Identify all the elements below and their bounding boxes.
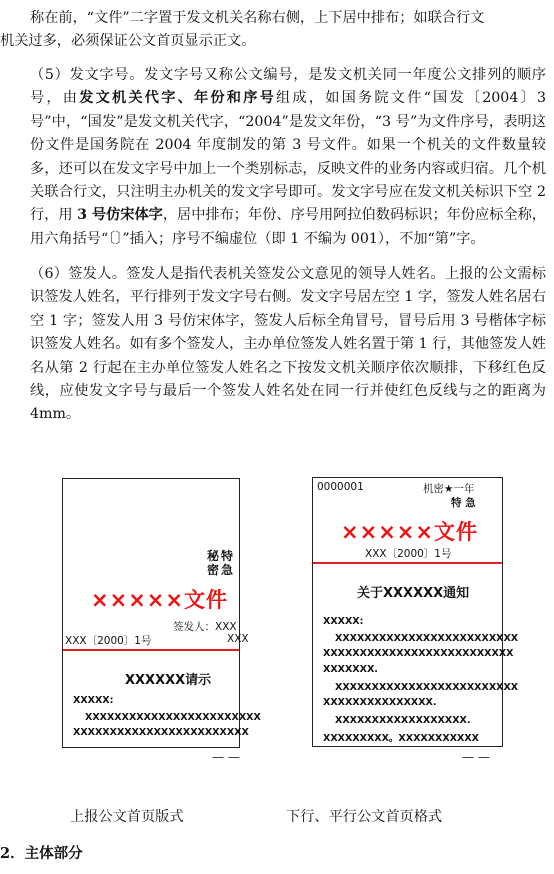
signer-second: XXX [227,633,249,645]
signer-label: 签发人：XXX [173,621,237,633]
body-line: XXXXXXXXXXXXXXXXXX. [335,715,471,726]
page-mark: — — [212,750,240,764]
body-line: XXXXXXXXXXXXXXXXXXXXXXXXX [335,682,519,693]
paragraph-line-2: 机关过多，必须保证公文首页显示正文。 [0,33,256,50]
body-line: XXXXXXX. [323,664,378,675]
secrecy-mark: 机密★一年 [423,483,475,495]
document-number: XXX〔2000〕1号 [365,548,452,560]
caption-upward-report: 上报公文首页版式 [70,809,184,825]
secrecy-mark: 秘密 [207,549,220,577]
urgency-mark: 特急 [221,549,234,577]
document-subject: 关于XXXXXX通知 [357,586,470,601]
paragraph-tail: ，居中排布；年份、序号用阿拉伯数码标识；年份应标全称，用六角括号“〔〕”插入；序号不编虚位（即 1 不编为 001），不加“第”字。 [30,207,546,247]
paragraph-signer-text: （6）签发人。签发人是指代表机关签发公文意见的领导人姓名。上报的公文需标识签发人姓名，平行排列于发文字号右侧。发文字号居左空 1 字，签发人姓名居右空 1 字；签发人用 3 号仿宋体字，签发人后标全角冒号，冒号后用 3 号楷体字标识签发人姓名。如有多个签发人，主办单位签发人姓名置于第 1 行，其他签发人姓名从第 2 行起在主办单位签发人姓名之下按发文机关顺序依次顺排，下移红色反线，应使发文字号与最后一个签发人姓名处在同一行并使红色反线与之的距离为 4mm。 [30,266,546,423]
bold-phrase-components: 发文机关代字、年份和序号 [79,90,276,107]
body-line: XXXXXXXXXXXXXXXXXXXXXXXXXX [323,648,514,659]
red-separator-line [63,649,239,651]
addressee: XXXXX: [323,616,364,627]
urgency-mark: 特 急 [451,497,476,509]
downward-notice-sample [312,477,519,747]
body-line: XXXXXXXXXXXXXXXXXXXXXXXXX [335,633,519,644]
bold-phrase-font: 3 号仿宋体字 [77,207,163,224]
body-line: XXXXXXXXXXXXXXX. [323,697,437,708]
page-mark: — — [462,750,490,764]
paragraph-middle: 组成，如国务院文件“国发〔2004〕3 号”中，“国发”是发文机关代字，“2004”是发文年份，“3 号”为文件序号，表明这份文件是国务院在 2004 年度制发的第 3 号文件。如果一个机关的文件数量较多，还可以在发文字号中加上一个类别标志，反映文件的业务内容或归宿。几个机关联合行文，只注明主办机关的发文字号即可。发文字号应在发文机关标识下空 2 行，用 [30,90,546,224]
document-number: XXX〔2000〕1号 [65,635,152,647]
upward-report-sample [62,478,261,748]
paragraph-lead: （5）发文字号。发文字号又称公文编号，是发文机关同一年度公文排列的顺序号，由 [30,67,546,107]
body-line: XXXXXXXXX。XXXXXXXXXXX [323,733,479,744]
paragraph-line-1: 称在前，“文件”二字置于发文机关名称右侧，上下居中排布；如联合行文 [30,10,485,26]
body-line: XXXXXXXXXXXXXXXXXXXXXXXX [73,727,249,738]
serial-number: 0000001 [317,481,364,493]
red-document-title: ×××××文件 [341,520,478,544]
caption-downward-notice: 下行、平行公文首页格式 [286,809,443,825]
section-heading: 2．主体部分 [0,845,83,862]
red-document-title: ×××××文件 [91,588,228,612]
paragraph-continuation [0,7,546,54]
body-line: XXXXXXXXXXXXXXXXXXXXXXXX [85,712,261,723]
addressee: XXXXX: [73,695,114,706]
red-separator-line [313,562,502,564]
paragraph-document-number [0,64,546,251]
paragraph-signer [0,263,546,427]
document-subject: XXXXXX请示 [125,673,212,688]
